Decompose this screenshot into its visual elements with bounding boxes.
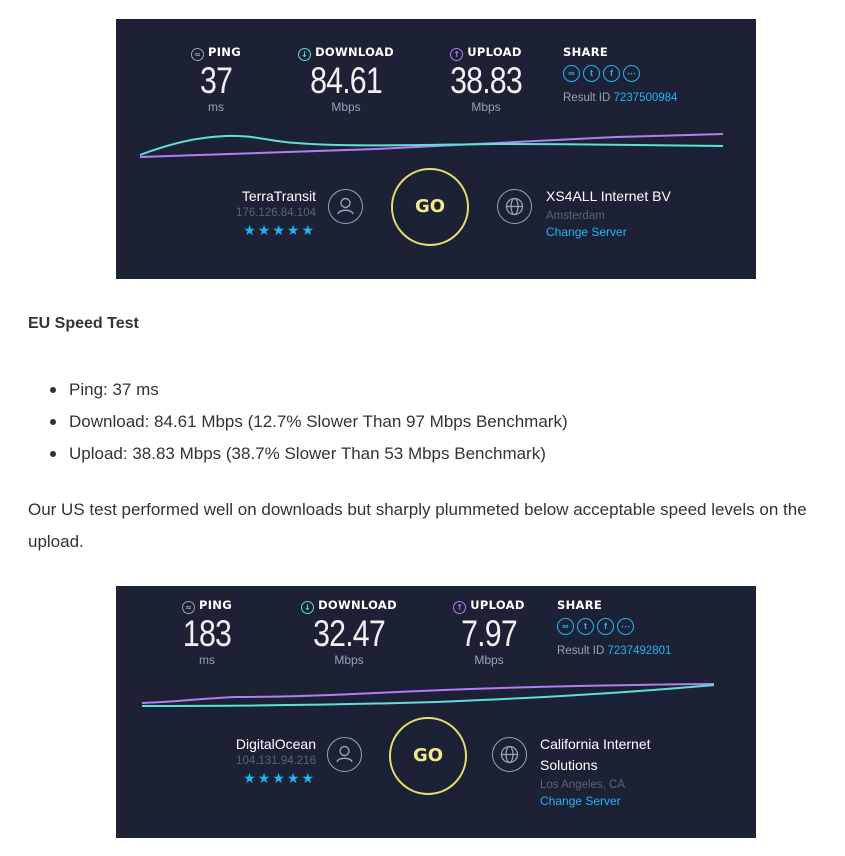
ping-label: PING: [208, 45, 241, 59]
go-button[interactable]: GO: [389, 717, 467, 795]
globe-icon: [497, 189, 532, 224]
upload-icon: ↑: [450, 48, 463, 61]
change-server-link[interactable]: Change Server: [540, 794, 621, 808]
server-info: [540, 734, 651, 808]
ping-unit: ms: [208, 100, 224, 114]
download-unit: Mbps: [331, 100, 361, 114]
ping-icon: ≈: [191, 48, 204, 61]
more-icon[interactable]: ⋯: [623, 65, 640, 82]
ping-value: 183: [182, 613, 232, 654]
upload-icon: ↑: [453, 601, 466, 614]
upload-label: UPLOAD: [470, 598, 525, 612]
share-label: SHARE: [557, 598, 603, 612]
download-icon: ↓: [301, 601, 314, 614]
change-server-link[interactable]: Change Server: [546, 225, 627, 239]
isp-info: [236, 736, 316, 787]
server-name-line2: Solutions: [540, 757, 598, 773]
isp-name: TerraTransit: [241, 188, 316, 204]
ping-value: 37: [199, 60, 233, 101]
result-id-label: Result ID: [563, 92, 611, 104]
results-list: [28, 374, 568, 470]
result-id-link[interactable]: 7237500984: [613, 92, 678, 104]
upload-unit: Mbps: [474, 653, 504, 667]
twitter-icon[interactable]: t: [583, 65, 600, 82]
isp-rating-stars[interactable]: ★★★★★: [243, 770, 316, 786]
download-value: 32.47: [313, 613, 385, 654]
body-paragraph: Our US test performed well on downloads but sharply plummeted below acceptable speed levels on the upload.: [28, 500, 807, 551]
server-name: XS4ALL Internet BV: [546, 188, 671, 204]
result-id: [557, 645, 671, 657]
server-name: [540, 734, 651, 776]
download-value: 84.61: [310, 60, 382, 101]
share-section: [557, 598, 671, 657]
download-stat: [288, 598, 410, 666]
ping-stat: [174, 598, 240, 666]
isp-ip: 104.131.94.216: [236, 755, 316, 767]
ping-stat: [186, 45, 246, 113]
user-icon: [328, 189, 363, 224]
twitter-icon[interactable]: t: [577, 618, 594, 635]
facebook-icon[interactable]: f: [603, 65, 620, 82]
result-id: [563, 92, 677, 104]
download-label: DOWNLOAD: [315, 45, 394, 59]
download-stat: [286, 45, 406, 113]
list-item: Download: 84.61 Mbps (12.7% Slower Than 97 Mbps Benchmark): [28, 406, 568, 438]
download-unit: Mbps: [334, 653, 364, 667]
isp-name: DigitalOcean: [235, 736, 316, 752]
download-icon: ↓: [298, 48, 311, 61]
isp-info: [236, 188, 316, 239]
user-icon: [327, 737, 362, 772]
link-icon[interactable]: ∞: [563, 65, 580, 82]
server-location: Los Angeles, CA: [540, 779, 626, 791]
download-graph-line: [142, 685, 714, 706]
more-icon[interactable]: ⋯: [617, 618, 634, 635]
server-location: Amsterdam: [546, 210, 605, 222]
ping-unit: ms: [199, 653, 215, 667]
link-icon[interactable]: ∞: [557, 618, 574, 635]
upload-value: 7.97: [461, 613, 517, 654]
result-id-label: Result ID: [557, 645, 605, 657]
server-info: [546, 186, 671, 239]
upload-label: UPLOAD: [467, 45, 522, 59]
list-item: Upload: 38.83 Mbps (38.7% Slower Than 53 Mbps Benchmark): [28, 438, 568, 470]
upload-value: 38.83: [450, 60, 522, 101]
speedtest-result-eu: [116, 19, 756, 279]
ping-label: PING: [199, 598, 232, 612]
download-graph-line: [140, 136, 723, 155]
speedtest-result-us: [116, 586, 756, 838]
upload-stat: [434, 598, 544, 666]
section-heading: EU Speed Test: [28, 315, 139, 332]
isp-rating-stars[interactable]: ★★★★★: [243, 222, 316, 238]
globe-icon: [492, 737, 527, 772]
list-item: Ping: 37 ms: [28, 374, 568, 406]
share-label: SHARE: [563, 45, 609, 59]
upload-graph-line: [142, 684, 714, 703]
download-label: DOWNLOAD: [318, 598, 397, 612]
share-section: [563, 45, 677, 104]
go-button[interactable]: GO: [391, 168, 469, 246]
isp-ip: 176.126.84.104: [236, 207, 316, 219]
ping-icon: ≈: [182, 601, 195, 614]
result-id-link[interactable]: 7237492801: [607, 645, 672, 657]
facebook-icon[interactable]: f: [597, 618, 614, 635]
upload-stat: [431, 45, 541, 113]
upload-unit: Mbps: [471, 100, 501, 114]
server-name-line1: California Internet: [540, 736, 651, 752]
